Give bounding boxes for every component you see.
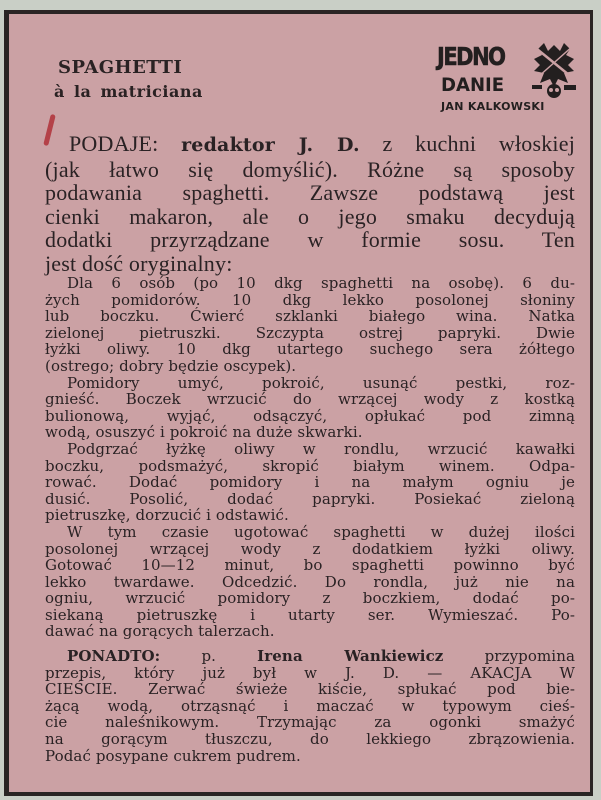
- step-line: bulionową, wyjąć, odsączyć, opłukać pod zimną: [45, 406, 575, 425]
- ponadto-person: Irena Wankiewicz: [257, 647, 444, 666]
- ponadto-person-prefix: p.: [201, 647, 217, 666]
- ingredients-line: lub boczku. Ćwierć szklanki białego wina. Natka: [45, 307, 575, 326]
- ponadto-line: CIEŚCIE. Zerwać świeże kiście, spłukać pod bie-: [45, 680, 575, 699]
- ponadto-line: przypomina: [484, 647, 576, 666]
- intro-label: PODAJE:: [69, 131, 159, 156]
- crossed-utensils-emblem-icon: [528, 39, 580, 101]
- intro-line: z kuchni włoskiej: [382, 131, 576, 156]
- intro-paragraph: [45, 132, 575, 275]
- ingredients-line: (ostrego; dobry będzie oscypek).: [45, 356, 297, 375]
- step-line: ogniu, wrzucić pomidory z boczkiem, dodać po-: [45, 589, 575, 608]
- step-line: posolonej wrzącej wody z dodatkiem łyżki oliwy.: [45, 539, 575, 558]
- step-line: dusić. Posolić, dodać papryki. Posiekać zieloną: [45, 489, 575, 508]
- recipe-body: [45, 275, 575, 764]
- ingredients-paragraph: [45, 275, 575, 375]
- intro-editor: redaktor J. D.: [181, 134, 360, 156]
- step-paragraph-2: [45, 441, 575, 524]
- intro-line: podawania spaghetti. Zawsze podstawą jest: [45, 180, 575, 205]
- step-line: W tym czasie ugotować spaghetti w dużej ilości: [67, 522, 575, 541]
- intro-line: (jak łatwo się domyślić). Różne są sposoby: [45, 156, 575, 182]
- step-line: Pomidory umyć, pokroić, usunąć pestki, roz-: [67, 373, 575, 392]
- logo-line-danie: DANIE: [441, 74, 505, 96]
- ponadto-line: na gorącym tłuszczu, do lekkiego zbrązowienia.: [45, 730, 575, 749]
- step-line: wodą, osuszyć i pokroić na duże skwarki.: [45, 423, 363, 442]
- step-line: rować. Dodać pomidory i na małym ogniu je: [45, 473, 575, 492]
- column-logo: [433, 34, 583, 114]
- step-paragraph-1: [45, 375, 575, 441]
- step-line: dawać na gorących talerzach.: [45, 622, 275, 641]
- ingredients-line: Dla 6 osób (po 10 dkg spaghetti na osobę). 6 du-: [67, 274, 575, 292]
- step-line: siekaną pietruszkę i utarty ser. Wymieszać. Po-: [45, 605, 575, 624]
- recipe-title: SPAGHETTI: [58, 57, 183, 78]
- step-line: pietruszkę, dorzucić i odstawić.: [45, 506, 289, 525]
- intro-line: dodatki przyrządzane w formie sosu. Ten: [45, 227, 575, 252]
- ponadto-paragraph: [45, 648, 575, 764]
- newspaper-clipping: [4, 10, 593, 796]
- step-line: lekko twardawe. Odcedzić. Do rondla, już nie na: [45, 572, 575, 591]
- ingredients-line: żych pomidorów. 10 dkg lekko posolonej słoniny: [45, 290, 575, 309]
- intro-line: cienki makaron, ale o jego smaku decydują: [45, 203, 575, 229]
- recipe-title-block: [54, 57, 203, 101]
- logo-author: JAN KALKOWSKI: [441, 100, 545, 113]
- step-line: Podgrzać łyżkę oliwy w rondlu, wrzucić kawałki: [67, 439, 575, 458]
- recipe-subtitle: à la matriciana: [54, 82, 203, 101]
- step-line: Gotować 10—12 minut, bo spaghetti powinno być: [45, 556, 575, 575]
- intro-line: jest dość oryginalny:: [45, 250, 233, 276]
- logo-line-jedno: JEDNO: [437, 42, 505, 71]
- step-line: gnieść. Boczek wrzucić do wrzącej wody z kostką: [45, 390, 575, 409]
- ingredients-line: zielonej pietruszki. Szczypta ostrej papryki. Dwie: [45, 323, 575, 342]
- ponadto-line: żącą wodą, otrząsnąć i maczać w typowym cieś-: [45, 696, 575, 715]
- ponadto-line: przepis, który już był w J. D. — AKACJA W: [45, 663, 575, 682]
- ponadto-label: PONADTO:: [67, 647, 161, 666]
- ponadto-line: Podać posypane cukrem pudrem.: [45, 746, 301, 765]
- ponadto-line: cie naleśnikowym. Trzymając za ogonki smażyć: [45, 713, 575, 732]
- step-line: boczku, podsmażyć, skropić białym winem. Odpa-: [45, 456, 575, 475]
- ingredients-line: łyżki oliwy. 10 dkg utartego suchego sera żółtego: [45, 340, 575, 359]
- step-paragraph-3: [45, 524, 575, 640]
